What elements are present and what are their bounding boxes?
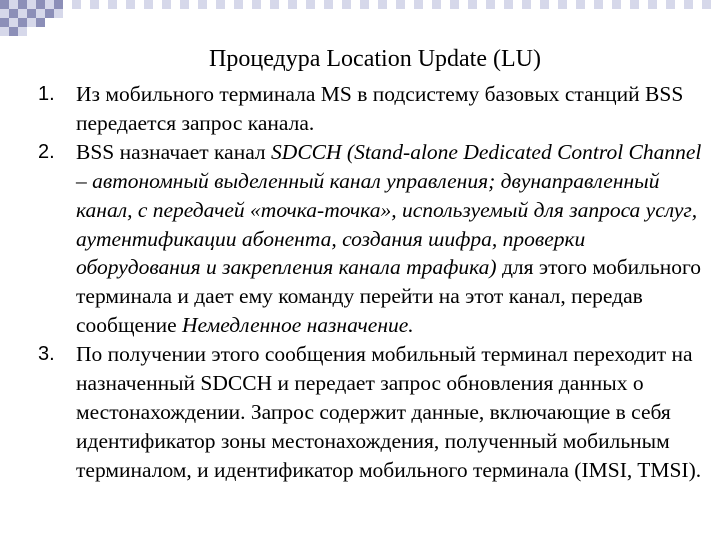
checker-cell bbox=[180, 0, 189, 9]
checker-cell bbox=[153, 0, 162, 9]
checker-cell bbox=[387, 0, 396, 9]
checker-cell bbox=[486, 0, 495, 9]
checker-cell bbox=[630, 0, 639, 9]
checker-cell bbox=[531, 0, 540, 9]
checker-cell bbox=[0, 27, 9, 36]
checker-cell bbox=[270, 0, 279, 9]
checker-cell bbox=[684, 0, 693, 9]
checker-cell bbox=[0, 9, 9, 18]
list-item-3 bbox=[38, 340, 708, 485]
checker-cell bbox=[549, 0, 558, 9]
list-item-1 bbox=[38, 80, 708, 138]
checker-cell bbox=[216, 0, 225, 9]
checker-cell bbox=[207, 0, 216, 9]
checker-cell bbox=[693, 0, 702, 9]
checker-cell bbox=[324, 0, 333, 9]
checker-cell bbox=[378, 0, 387, 9]
checker-cell bbox=[612, 0, 621, 9]
checker-cell bbox=[72, 0, 81, 9]
checker-cell bbox=[405, 0, 414, 9]
checker-cell bbox=[657, 0, 666, 9]
checker-cell bbox=[243, 0, 252, 9]
checker-cell bbox=[675, 0, 684, 9]
checker-cell bbox=[27, 18, 36, 27]
checker-cell bbox=[540, 0, 549, 9]
checker-cell bbox=[63, 0, 72, 9]
checker-cell bbox=[288, 0, 297, 9]
checker-cell bbox=[468, 0, 477, 9]
checker-cell bbox=[360, 0, 369, 9]
checker-cell bbox=[567, 0, 576, 9]
checker-cell bbox=[477, 0, 486, 9]
checker-cell bbox=[9, 27, 18, 36]
checker-cell bbox=[9, 18, 18, 27]
checker-cell bbox=[297, 0, 306, 9]
checker-cell bbox=[279, 0, 288, 9]
checker-cell bbox=[432, 0, 441, 9]
checker-cell bbox=[0, 0, 9, 9]
checker-cell bbox=[342, 0, 351, 9]
list-item-text-cont: для этого мобильного терминала и дает ему команду перейти на этот канал, передав сообщение bbox=[76, 255, 701, 338]
list-item-text: По получении этого сообщения мобильный терминал переходит на назначенный SDCCH и передает запрос обновления данных о местонахождении. Запрос содержит данные, включающие в себя идентификатор зоны местонахождения, полученный мобильным терминалом, и идентификатор мобильного терминала (IMSI, TMSI). bbox=[76, 342, 702, 482]
checker-cell bbox=[9, 9, 18, 18]
checker-cell bbox=[369, 0, 378, 9]
checker-cell bbox=[27, 0, 36, 9]
checker-cell bbox=[36, 9, 45, 18]
checker-cell bbox=[261, 0, 270, 9]
checker-cell bbox=[90, 0, 99, 9]
checker-cell bbox=[225, 0, 234, 9]
checker-cell bbox=[108, 0, 117, 9]
list-number: 3. bbox=[38, 343, 55, 366]
checker-decoration bbox=[0, 0, 720, 38]
checker-cell bbox=[18, 9, 27, 18]
checker-cell bbox=[54, 0, 63, 9]
channel-definition-italic: SDCCH (Stand-alone Dedicated Control Channel – автономный выделенный канал управления; двунаправленный канал, с передачей «точка-точка», используемый для запроса услуг, аутентификации абонента, создания шифра, проверки оборудования и закрепления канала трафика) bbox=[76, 139, 702, 280]
slide-title: Процедура Location Update (LU) bbox=[209, 46, 541, 72]
checker-cell bbox=[414, 0, 423, 9]
checker-cell bbox=[27, 9, 36, 18]
checker-cell bbox=[441, 0, 450, 9]
message-name-italic: Немедленное назначение. bbox=[182, 313, 414, 338]
procedure-list bbox=[38, 80, 708, 485]
checker-cell bbox=[189, 0, 198, 9]
checker-cell bbox=[711, 0, 720, 9]
checker-cell bbox=[459, 0, 468, 9]
checker-cell bbox=[18, 0, 27, 9]
checker-cell bbox=[621, 0, 630, 9]
checker-cell bbox=[522, 0, 531, 9]
checker-cell bbox=[117, 0, 126, 9]
checker-cell bbox=[0, 18, 9, 27]
checker-cell bbox=[351, 0, 360, 9]
checker-cell bbox=[594, 0, 603, 9]
checker-cell bbox=[504, 0, 513, 9]
checker-cell bbox=[648, 0, 657, 9]
checker-cell bbox=[36, 18, 45, 27]
checker-cell bbox=[558, 0, 567, 9]
checker-cell bbox=[450, 0, 459, 9]
checker-cell bbox=[603, 0, 612, 9]
checker-cell bbox=[45, 0, 54, 9]
checker-cell bbox=[306, 0, 315, 9]
checker-cell bbox=[576, 0, 585, 9]
checker-cell bbox=[585, 0, 594, 9]
list-number: 1. bbox=[38, 83, 55, 105]
list-item-2 bbox=[38, 138, 708, 340]
checker-cell bbox=[234, 0, 243, 9]
checker-cell bbox=[198, 0, 207, 9]
checker-cell bbox=[513, 0, 522, 9]
checker-cell bbox=[252, 0, 261, 9]
checker-cell bbox=[702, 0, 711, 9]
checker-cell bbox=[639, 0, 648, 9]
checker-cell bbox=[81, 0, 90, 9]
checker-cell bbox=[171, 0, 180, 9]
checker-cell bbox=[423, 0, 432, 9]
checker-cell bbox=[495, 0, 504, 9]
list-number: 2. bbox=[38, 140, 55, 163]
checker-cell bbox=[135, 0, 144, 9]
checker-cell bbox=[18, 27, 27, 36]
checker-cell bbox=[36, 0, 45, 9]
list-item-text: Из мобильного терминала MS в подсистему базовых станций BSS передается запрос канала. bbox=[76, 82, 684, 135]
list-item-text: BSS назначает канал bbox=[76, 139, 272, 164]
checker-cell bbox=[396, 0, 405, 9]
checker-cell bbox=[144, 0, 153, 9]
checker-cell bbox=[126, 0, 135, 9]
checker-cell bbox=[99, 0, 108, 9]
checker-cell bbox=[45, 9, 54, 18]
checker-cell bbox=[54, 9, 63, 18]
checker-cell bbox=[9, 0, 18, 9]
checker-cell bbox=[18, 18, 27, 27]
checker-cell bbox=[162, 0, 171, 9]
checker-cell bbox=[333, 0, 342, 9]
checker-cell bbox=[315, 0, 324, 9]
checker-cell bbox=[666, 0, 675, 9]
